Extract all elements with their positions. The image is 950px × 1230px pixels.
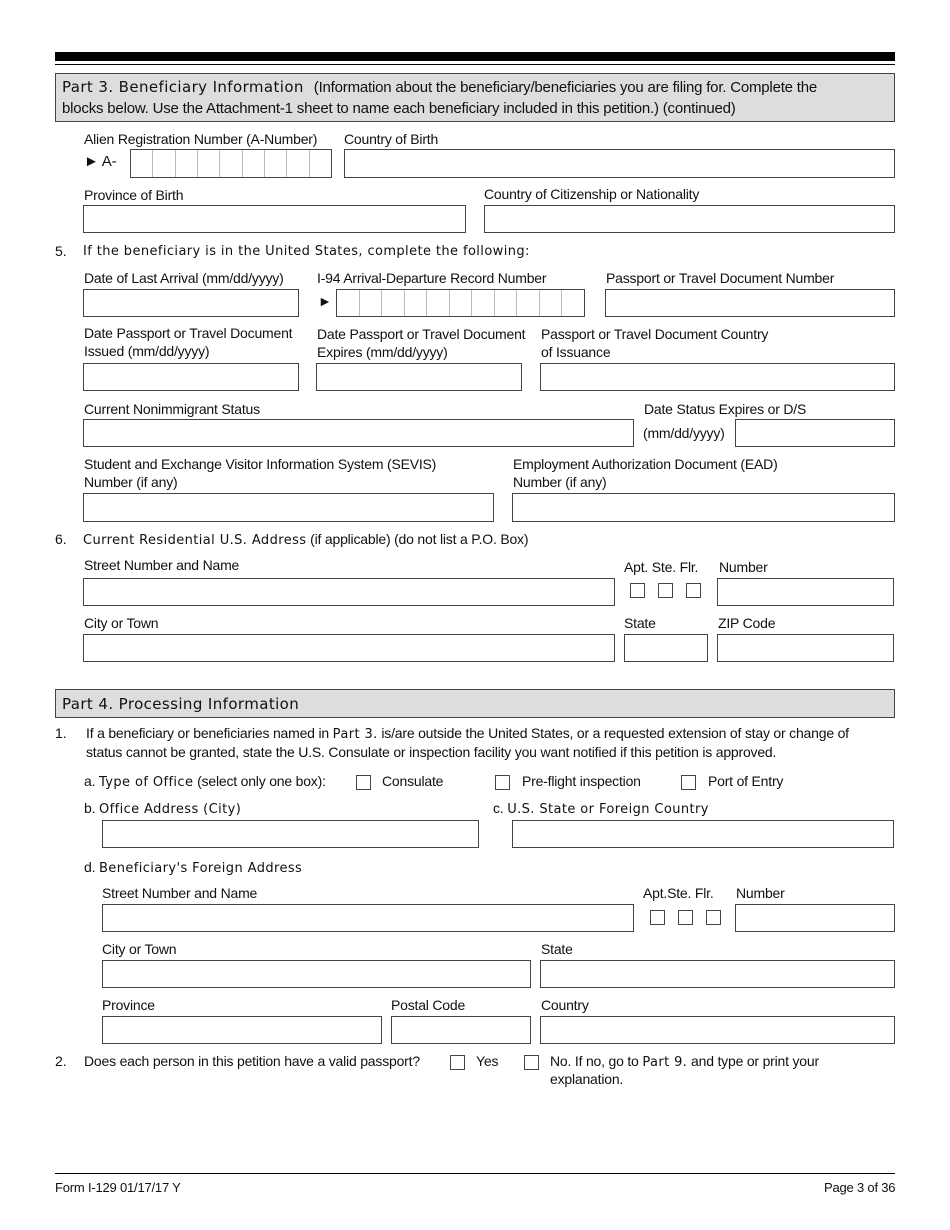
sevis-label-line2: Number (if any) — [84, 474, 178, 490]
p3-city-label: City or Town — [84, 615, 159, 631]
passport-country-input[interactable] — [540, 363, 895, 391]
p4-item2-text: Does each person in this petition have a valid passport? — [84, 1053, 420, 1069]
consulate-checkbox[interactable] — [356, 775, 371, 790]
item5-number: 5. — [55, 243, 67, 259]
p3-ste-checkbox[interactable] — [658, 583, 673, 598]
p4-item1-number: 1. — [55, 725, 67, 741]
p4-number-label: Number — [736, 885, 785, 901]
passport-number-input[interactable] — [605, 289, 895, 317]
p4-b-label: b. — [84, 800, 96, 816]
last-arrival-label: Date of Last Arrival (mm/dd/yyyy) — [84, 270, 284, 286]
p4-c-label: c. — [493, 800, 504, 816]
p4-state-label: State — [541, 941, 573, 957]
status-expires-format: (mm/dd/yyyy) — [643, 425, 725, 441]
p4-item1-line2: status cannot be granted, state the U.S. Consulate or inspection facility you want notified if this petition is approved. — [86, 744, 777, 760]
part3-subtitle-2: blocks below. Use the Attachment-1 sheet to name each beneficiary included in this petition.) (continued) — [62, 100, 736, 117]
p3-number-label: Number — [719, 559, 768, 575]
i94-input[interactable] — [336, 289, 585, 317]
p4-apt-label: Apt.Ste. Flr. — [643, 885, 714, 901]
a-number-input[interactable] — [130, 149, 332, 178]
p4-item1-line1 — [86, 725, 849, 743]
status-expires-input[interactable] — [735, 419, 895, 447]
p3-number-input[interactable] — [717, 578, 894, 606]
footer-form-id: Form I-129 01/17/17 Y — [55, 1180, 181, 1195]
passport-issued-label — [84, 324, 292, 360]
footer-rule — [55, 1173, 895, 1174]
p4-apt-checkbox[interactable] — [650, 910, 665, 925]
a-number-label: Alien Registration Number (A-Number) — [84, 131, 318, 147]
passport-issued-input[interactable] — [83, 363, 299, 391]
p4-province-input[interactable] — [102, 1016, 382, 1044]
passport-no-text-c: and type or print your — [691, 1053, 819, 1069]
p4-street-input[interactable] — [102, 904, 634, 932]
p3-street-label: Street Number and Name — [84, 557, 240, 573]
item6-number: 6. — [55, 531, 67, 547]
passport-expires-label-line1: Date Passport or Travel Document — [317, 326, 526, 342]
top-rule-thick — [55, 52, 895, 61]
part4-header — [55, 689, 895, 718]
p3-zip-label: ZIP Code — [718, 615, 776, 631]
p4-a-text: Type of Office — [98, 775, 194, 790]
port-of-entry-checkbox[interactable] — [681, 775, 696, 790]
p4-number-input[interactable] — [735, 904, 895, 932]
item6-text-bold: Current Residential U.S. Address — [83, 533, 307, 548]
p3-zip-input[interactable] — [717, 634, 894, 662]
country-birth-input[interactable] — [344, 149, 895, 178]
preflight-checkbox[interactable] — [495, 775, 510, 790]
p3-state-input[interactable] — [624, 634, 708, 662]
p3-street-input[interactable] — [83, 578, 615, 606]
office-address-input[interactable] — [102, 820, 479, 848]
p4-b-row — [84, 800, 241, 818]
p4-a-text-b: (select only one box): — [197, 773, 326, 789]
passport-issued-label-line1: Date Passport or Travel Document — [84, 325, 293, 341]
sevis-label-line1: Student and Exchange Visitor Information System (SEVIS) — [84, 456, 437, 472]
sevis-input[interactable] — [83, 493, 494, 522]
province-birth-input[interactable] — [83, 205, 466, 233]
passport-issued-label-line2: Issued (mm/dd/yyyy) — [84, 343, 210, 359]
p3-apt-checkbox[interactable] — [630, 583, 645, 598]
citizenship-input[interactable] — [484, 205, 895, 233]
foreign-address-label: Beneficiary's Foreign Address — [98, 861, 303, 876]
item6-text-rest: (if applicable) (do not list a P.O. Box) — [310, 531, 529, 547]
p4-flr-checkbox[interactable] — [706, 910, 721, 925]
province-birth-label: Province of Birth — [84, 187, 184, 203]
part3-title: Part 3. Beneficiary Information — [62, 78, 304, 96]
a-number-prefix: ► A- — [84, 153, 117, 170]
passport-expires-input[interactable] — [316, 363, 522, 391]
country-birth-label: Country of Birth — [344, 131, 439, 147]
passport-no-part-ref: Part 9. — [642, 1055, 688, 1070]
sevis-label — [84, 455, 436, 491]
p4-item1-part-ref: Part 3. — [332, 727, 378, 742]
passport-no-text-a: No. If no, go to — [550, 1053, 639, 1069]
part3-subtitle-1: (Information about the beneficiary/beneficiaries you are filing for. Complete the — [313, 79, 818, 96]
passport-country-label-line1: Passport or Travel Document Country — [541, 326, 769, 342]
p4-item2-number: 2. — [55, 1053, 67, 1069]
footer-page-number: Page 3 of 36 — [824, 1180, 896, 1195]
p4-d-row — [84, 859, 302, 877]
passport-no-label — [550, 1053, 819, 1071]
p4-item1-line1-c: is/are outside the United States, or a requested extension of stay or change of — [381, 725, 849, 741]
p4-a-row — [84, 773, 326, 791]
p3-state-label: State — [624, 615, 656, 631]
p4-d-label: d. — [84, 859, 96, 875]
passport-no-line2: explanation. — [550, 1071, 624, 1087]
top-rule-thin — [55, 64, 895, 65]
ead-label-line2: Number (if any) — [513, 474, 607, 490]
passport-number-label: Passport or Travel Document Number — [606, 270, 835, 286]
consulate-label: Consulate — [382, 773, 444, 789]
office-address-label: Office Address (City) — [98, 802, 242, 817]
passport-expires-label — [317, 325, 525, 361]
p4-c-row — [493, 800, 709, 818]
p4-city-input[interactable] — [102, 960, 531, 988]
p4-country-input[interactable] — [540, 1016, 895, 1044]
i94-label: I-94 Arrival-Departure Record Number — [317, 270, 547, 286]
p4-street-label: Street Number and Name — [102, 885, 258, 901]
nonimmigrant-status-label: Current Nonimmigrant Status — [84, 401, 260, 417]
passport-expires-label-line2: Expires (mm/dd/yyyy) — [317, 344, 448, 360]
passport-no-checkbox[interactable] — [524, 1055, 539, 1070]
status-expires-label: Date Status Expires or D/S — [644, 401, 807, 417]
p4-a-label: a. — [84, 773, 96, 789]
last-arrival-input[interactable] — [83, 289, 299, 317]
p3-flr-checkbox[interactable] — [686, 583, 701, 598]
p4-postal-label: Postal Code — [391, 997, 466, 1013]
p4-ste-checkbox[interactable] — [678, 910, 693, 925]
nonimmigrant-status-input[interactable] — [83, 419, 634, 447]
item5-text: If the beneficiary is in the United States, complete the following: — [83, 244, 530, 259]
us-state-country-input[interactable] — [512, 820, 894, 848]
p4-postal-input[interactable] — [391, 1016, 531, 1044]
passport-country-label — [541, 325, 768, 361]
passport-yes-label: Yes — [476, 1053, 499, 1069]
p4-province-label: Province — [102, 997, 155, 1013]
i94-arrow: ► — [318, 293, 332, 309]
passport-country-label-line2: of Issuance — [541, 344, 611, 360]
us-state-country-label: U.S. State or Foreign Country — [507, 802, 709, 817]
p4-city-label: City or Town — [102, 941, 177, 957]
part4-title: Part 4. Processing Information — [62, 695, 300, 713]
part3-header — [55, 73, 895, 122]
ead-label — [513, 455, 778, 491]
item6-text — [83, 531, 528, 549]
p4-country-label: Country — [541, 997, 589, 1013]
p3-city-input[interactable] — [83, 634, 615, 662]
passport-yes-checkbox[interactable] — [450, 1055, 465, 1070]
p3-apt-label: Apt. Ste. Flr. — [624, 559, 699, 575]
citizenship-label: Country of Citizenship or Nationality — [484, 186, 700, 202]
preflight-label: Pre-flight inspection — [522, 773, 641, 789]
p4-state-input[interactable] — [540, 960, 895, 988]
ead-label-line1: Employment Authorization Document (EAD) — [513, 456, 778, 472]
p4-item1-line1-a: If a beneficiary or beneficiaries named in — [86, 725, 329, 741]
port-of-entry-label: Port of Entry — [708, 773, 784, 789]
ead-input[interactable] — [512, 493, 895, 522]
